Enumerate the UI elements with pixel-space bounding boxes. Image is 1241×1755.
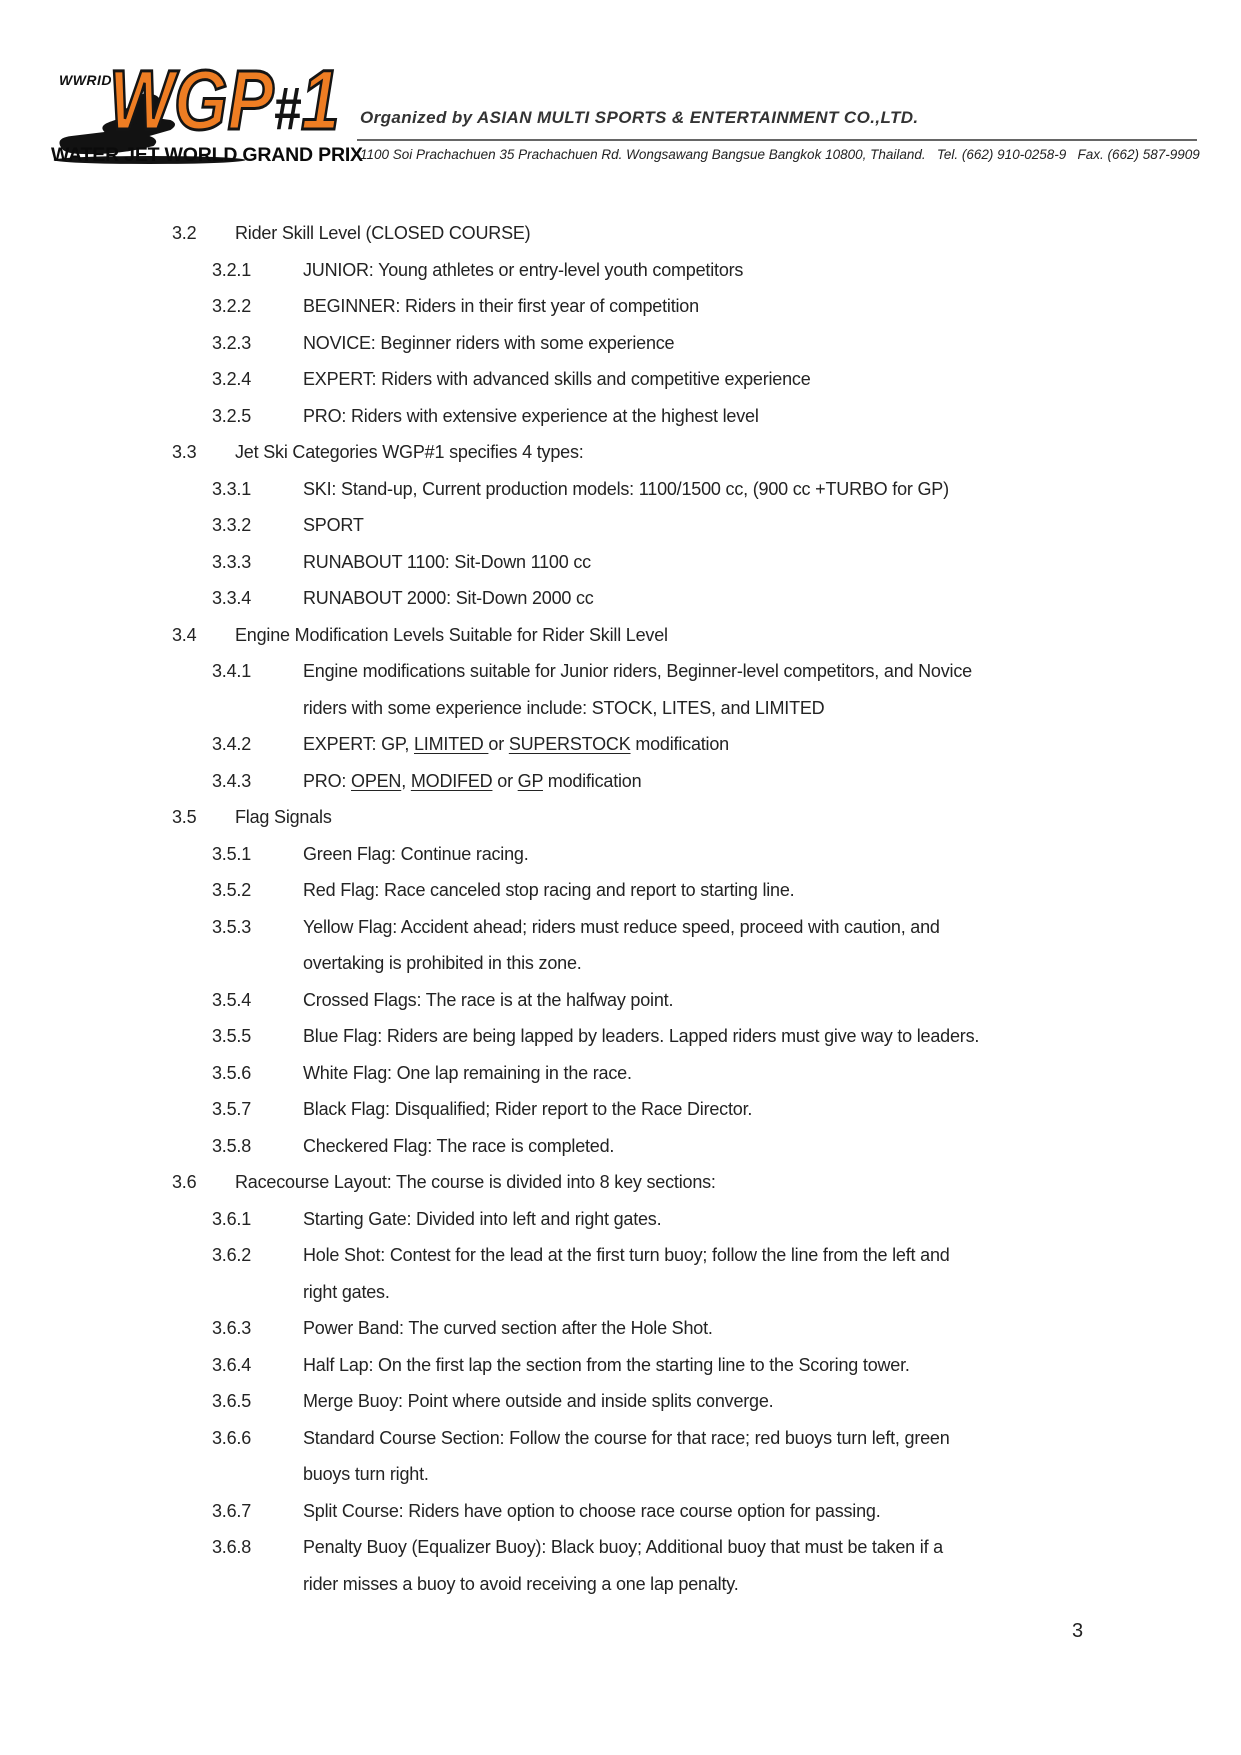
rule-item-text — [303, 1018, 979, 1055]
rule-item-number: 3.2 — [172, 223, 197, 243]
rule-line: overtaking is prohibited in this zone. — [303, 953, 582, 973]
logo-wgp-text: WGP — [109, 53, 274, 147]
rule-item-number: 3.6 — [172, 1172, 197, 1192]
rule-item — [0, 726, 1241, 763]
rule-item-number: 3.5.6 — [212, 1062, 252, 1083]
rule-item — [0, 325, 1241, 362]
rule-item-text — [303, 1237, 950, 1310]
rule-item-text — [303, 1420, 950, 1493]
rule-line: RUNABOUT 1100: Sit-Down 1100 cc — [303, 551, 591, 572]
rule-line: Green Flag: Continue racing. — [303, 843, 529, 864]
rule-item — [0, 398, 1241, 435]
rule-item-text — [303, 1201, 661, 1238]
rule-item-text — [303, 1091, 752, 1128]
rule-item-text — [303, 1383, 773, 1420]
rule-item-text — [303, 1128, 614, 1165]
rule-item — [0, 1128, 1241, 1165]
rule-item-text — [303, 398, 759, 435]
rule-item-text — [303, 252, 743, 289]
rule-item — [0, 653, 1241, 726]
rule-item-number: 3.6.4 — [212, 1354, 252, 1375]
rule-item-text — [303, 836, 529, 873]
rule-line: Flag Signals — [235, 807, 332, 827]
rule-item-number: 3.3.2 — [212, 515, 252, 535]
rule-item-number: 3.6.3 — [212, 1318, 252, 1338]
logo-number-one-text: 1 — [301, 53, 340, 147]
rule-line: Split Course: Riders have option to choose race course option for passing. — [303, 1500, 881, 1521]
rule-item — [0, 288, 1241, 325]
logo-hash-text: # — [273, 74, 302, 142]
rule-line: rider misses a buoy to avoid receiving a one lap penalty. — [303, 1573, 739, 1594]
rule-line: NOVICE: Beginner riders with some experience — [303, 332, 675, 353]
rule-item-number: 3.2.3 — [212, 332, 252, 353]
rule-item-text — [303, 1529, 943, 1602]
rule-line: Penalty Buoy (Equalizer Buoy): Black buoy; Additional buoy that must be taken if a — [303, 1537, 943, 1557]
rule-item — [0, 909, 1241, 982]
rule-item-text — [235, 799, 332, 836]
rule-line: JUNIOR: Young athletes or entry-level youth competitors — [303, 259, 744, 280]
rule-line: BEGINNER: Riders in their first year of competition — [303, 296, 699, 316]
rule-line: Power Band: The curved section after the Hole Shot. — [303, 1318, 713, 1338]
rules-list — [0, 215, 1241, 1602]
rule-item-text — [303, 544, 591, 581]
rule-item-number: 3.6.1 — [212, 1208, 252, 1229]
rule-item-number: 3.5.2 — [212, 880, 252, 900]
page-number: 3 — [1072, 1620, 1084, 1642]
rule-item-number: 3.3.1 — [212, 478, 252, 499]
rule-item-text — [303, 982, 673, 1019]
rule-line: RUNABOUT 2000: Sit-Down 2000 cc — [303, 588, 594, 608]
rule-item — [0, 1055, 1241, 1092]
logo-subtitle: WATER JET WORLD GRAND PRIX — [51, 144, 363, 166]
rule-line: Red Flag: Race canceled stop racing and report to starting line. — [303, 880, 795, 900]
rule-item-number: 3.5.4 — [212, 989, 252, 1010]
logo-small-brand-text: WWRID — [59, 72, 113, 88]
rule-line: Racecourse Layout: The course is divided into 8 key sections: — [235, 1172, 716, 1192]
rule-line: EXPERT: GP, LIMITED or SUPERSTOCK modification — [303, 734, 729, 754]
rule-line: Crossed Flags: The race is at the halfway point. — [303, 989, 674, 1010]
rule-item — [0, 872, 1241, 909]
rule-item — [0, 434, 1241, 471]
rule-item-number: 3.6.7 — [212, 1500, 252, 1521]
rule-line: Jet Ski Categories WGP#1 specifies 4 types: — [235, 442, 584, 462]
rule-line: Starting Gate: Divided into left and right gates. — [303, 1208, 662, 1229]
rule-item — [0, 252, 1241, 289]
rule-item-number: 3.5.1 — [212, 843, 252, 864]
rule-line: Checkered Flag: The race is completed. — [303, 1135, 615, 1156]
rule-item-text — [303, 872, 794, 909]
rule-item — [0, 617, 1241, 654]
rule-item-number: 3.2.5 — [212, 405, 252, 426]
rule-item — [0, 982, 1241, 1019]
rule-item — [0, 1310, 1241, 1347]
rule-item — [0, 1018, 1241, 1055]
header-divider — [357, 139, 1197, 141]
rule-line: EXPERT: Riders with advanced skills and competitive experience — [303, 369, 811, 389]
rule-item — [0, 1420, 1241, 1493]
rule-item — [0, 763, 1241, 800]
rule-line: Half Lap: On the first lap the section from the starting line to the Scoring tower. — [303, 1354, 910, 1375]
logo-main-wordmark — [109, 53, 340, 147]
rule-item-number: 3.3 — [172, 442, 197, 462]
rule-line: PRO: Riders with extensive experience at the highest level — [303, 405, 759, 426]
rule-item-text — [303, 507, 364, 544]
rule-line: SPORT — [303, 515, 364, 535]
rule-item-text — [303, 1055, 632, 1092]
rule-line: PRO: OPEN, MODIFED or GP modification — [303, 770, 642, 791]
rule-item-number: 3.2.4 — [212, 369, 252, 389]
rule-item-number: 3.6.6 — [212, 1427, 252, 1448]
rule-line: White Flag: One lap remaining in the race. — [303, 1062, 632, 1083]
rule-line: right gates. — [303, 1281, 390, 1302]
rule-item-number: 3.5.8 — [212, 1135, 252, 1156]
rule-item-number: 3.3.3 — [212, 551, 252, 572]
rule-item-text — [303, 1310, 713, 1347]
rule-item-number: 3.3.4 — [212, 588, 252, 608]
rule-item — [0, 507, 1241, 544]
address-line: 1100 Soi Prachachuen 35 Prachachuen Rd. Wongsawang Bangsue Bangkok 10800, Thailand. Tel. (662) 910-0258-9 Fax. (662) 587-9909 — [360, 147, 1200, 162]
organizer-line: Organized by ASIAN MULTI SPORTS & ENTERTAINMENT CO.,LTD. — [360, 108, 919, 127]
rule-item-number: 3.5.3 — [212, 916, 252, 937]
rule-item-text — [303, 325, 674, 362]
rule-item-text — [303, 1493, 881, 1530]
rule-item — [0, 215, 1241, 252]
rule-item-text — [303, 653, 972, 726]
rule-item — [0, 544, 1241, 581]
rule-item-text — [303, 763, 641, 800]
rule-line: Engine modifications suitable for Junior riders, Beginner-level competitors, and Novice — [303, 661, 972, 681]
rule-line: buoys turn right. — [303, 1464, 429, 1484]
rule-item-number: 3.5.5 — [212, 1026, 252, 1046]
rule-item-text — [303, 726, 729, 763]
rule-item-text — [303, 580, 594, 617]
rule-item — [0, 836, 1241, 873]
rule-item — [0, 1529, 1241, 1602]
rule-line: Merge Buoy: Point where outside and inside splits converge. — [303, 1391, 774, 1411]
rule-item-number: 3.4 — [172, 624, 197, 645]
rule-item-text — [303, 909, 940, 982]
rule-item — [0, 361, 1241, 398]
rule-item-number: 3.6.5 — [212, 1391, 252, 1411]
rule-item — [0, 1091, 1241, 1128]
wgp-logo — [45, 53, 363, 168]
rule-item — [0, 471, 1241, 508]
rule-item-text — [235, 1164, 716, 1201]
rule-item-number: 3.6.2 — [212, 1245, 252, 1265]
rule-item-text — [303, 471, 949, 508]
rule-item-number: 3.5 — [172, 807, 197, 827]
rule-item — [0, 1164, 1241, 1201]
rule-item-number: 3.2.1 — [212, 259, 252, 280]
rule-item — [0, 799, 1241, 836]
rule-item — [0, 1383, 1241, 1420]
rule-line: Yellow Flag: Accident ahead; riders must reduce speed, proceed with caution, and — [303, 916, 940, 937]
rule-item — [0, 1201, 1241, 1238]
rule-item — [0, 580, 1241, 617]
rule-item-text — [303, 1347, 910, 1384]
rule-line: Rider Skill Level (CLOSED COURSE) — [235, 223, 531, 243]
rule-item-number: 3.6.8 — [212, 1537, 252, 1557]
rule-line: SKI: Stand-up, Current production models: 1100/1500 cc, (900 cc +TURBO for GP) — [303, 478, 949, 499]
rule-item-number: 3.4.1 — [212, 661, 252, 681]
rule-line: Hole Shot: Contest for the lead at the first turn buoy; follow the line from the left and — [303, 1245, 950, 1265]
rule-item-number: 3.4.2 — [212, 734, 252, 754]
rule-line: Blue Flag: Riders are being lapped by leaders. Lapped riders must give way to leaders. — [303, 1026, 980, 1046]
rule-item-text — [303, 361, 811, 398]
rule-item-text — [235, 617, 668, 654]
rule-item-text — [303, 288, 699, 325]
rule-item-text — [235, 215, 530, 252]
rule-item-text — [235, 434, 584, 471]
rule-item-number: 3.2.2 — [212, 296, 252, 316]
rule-line: riders with some experience include: STOCK, LITES, and LIMITED — [303, 697, 825, 718]
rule-item-number: 3.5.7 — [212, 1099, 252, 1119]
rule-item — [0, 1347, 1241, 1384]
rule-line: Black Flag: Disqualified; Rider report to the Race Director. — [303, 1099, 753, 1119]
rule-item — [0, 1493, 1241, 1530]
rule-item — [0, 1237, 1241, 1310]
rule-item-number: 3.4.3 — [212, 770, 252, 791]
rule-line: Standard Course Section: Follow the course for that race; red buoys turn left, green — [303, 1427, 950, 1448]
rule-line: Engine Modification Levels Suitable for Rider Skill Level — [235, 624, 668, 645]
